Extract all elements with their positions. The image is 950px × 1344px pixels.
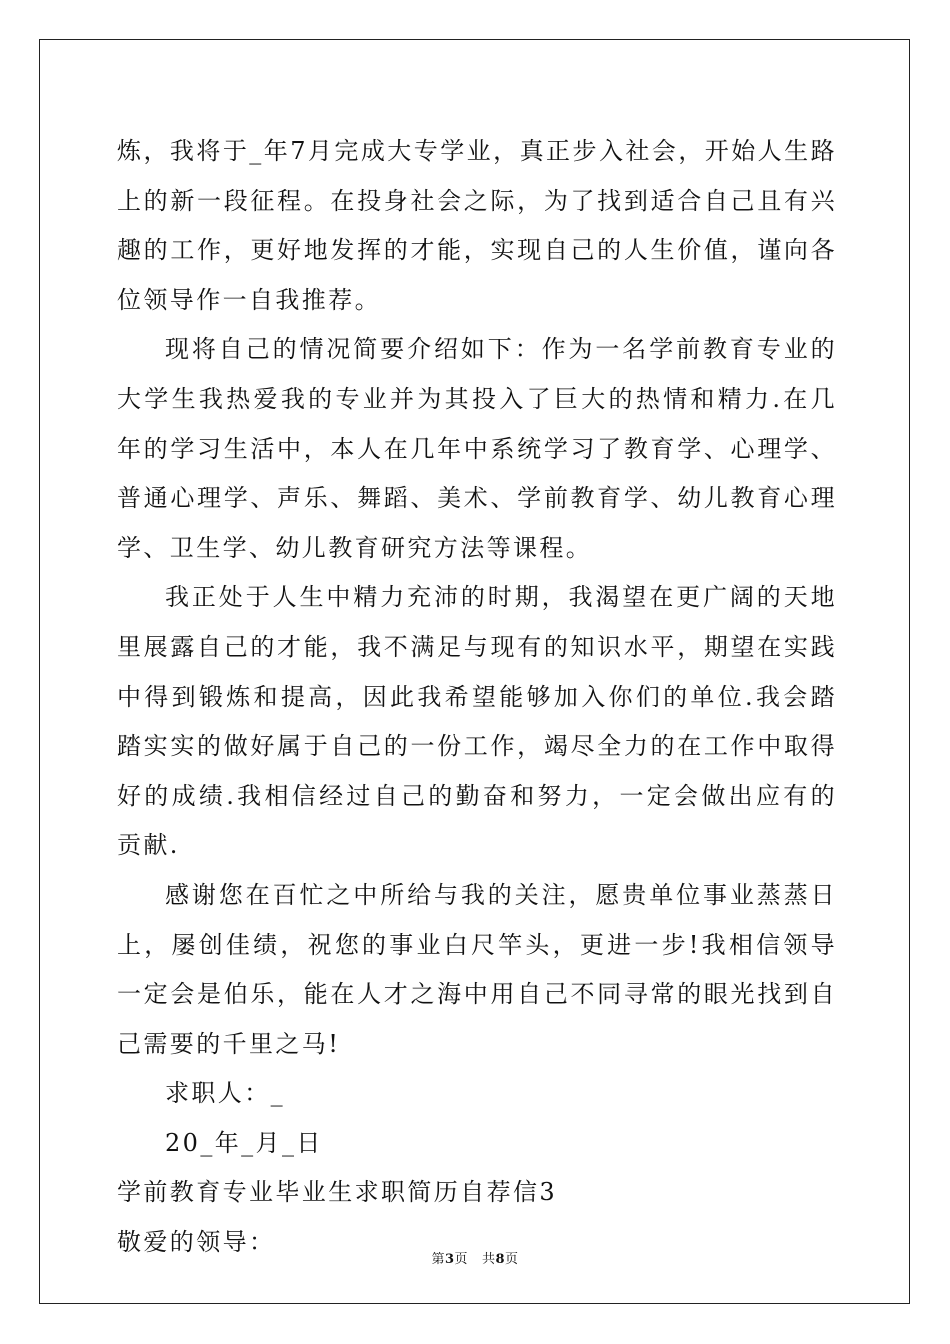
page-suffix: 页 <box>454 1252 469 1267</box>
paragraph-thanks: 感谢您在百忙之中所给与我的关注，愿贵单位事业蒸蒸日上，屡创佳绩，祝您的事业白尺竿头，更进一步!我相信领导一定会是伯乐，能在人才之海中用自己不同寻常的眼光找到自己需要的千里之马! <box>117 880 837 1058</box>
page-prefix: 第 <box>431 1252 445 1267</box>
signature-applicant: 求职人：_ <box>165 1079 285 1108</box>
section-heading: 学前教育专业毕业生求职简历自荐信3 <box>117 1178 558 1207</box>
page-footer <box>0 1248 950 1267</box>
signature-date: 20_年_月_日 <box>165 1128 323 1157</box>
total-page-number: 8 <box>495 1252 506 1267</box>
salutation: 敬爱的领导： <box>117 1228 276 1257</box>
paragraph-intro-continued: 炼，我将于_年7月完成大专学业，真正步入社会，开始人生路上的新一段征程。在投身社会之际，为了找到适合自己且有兴趣的工作，更好地发挥的才能，实现自己的人生价值，谨向各位领导作一自我推荐。 <box>117 137 837 314</box>
paragraph-self-introduction: 现将自己的情况简要介绍如下：作为一名学前教育专业的大学生我热爱我的专业并为其投入了巨大的热情和精力.在几年的学习生活中，本人在几年中系统学习了教育学、心理学、普通心理学、声乐、舞蹈、美术、学前教育学、幼儿教育心理学、卫生学、幼儿教育研究方法等课程。 <box>117 335 837 562</box>
current-page-number: 3 <box>444 1252 455 1267</box>
document-body <box>117 127 837 1268</box>
total-suffix: 页 <box>505 1252 519 1267</box>
total-prefix: 共 <box>481 1252 496 1267</box>
paragraph-aspiration: 我正处于人生中精力充沛的时期，我渴望在更广阔的天地里展露自己的才能，我不满足与现有的知识水平，期望在实践中得到锻炼和提高，因此我希望能够加入你们的单位.我会踏踏实实的做好属于自己的一份工作，竭尽全力的在工作中取得好的成绩.我相信经过自己的勤奋和努力，一定会做出应有的贡献. <box>117 583 837 860</box>
